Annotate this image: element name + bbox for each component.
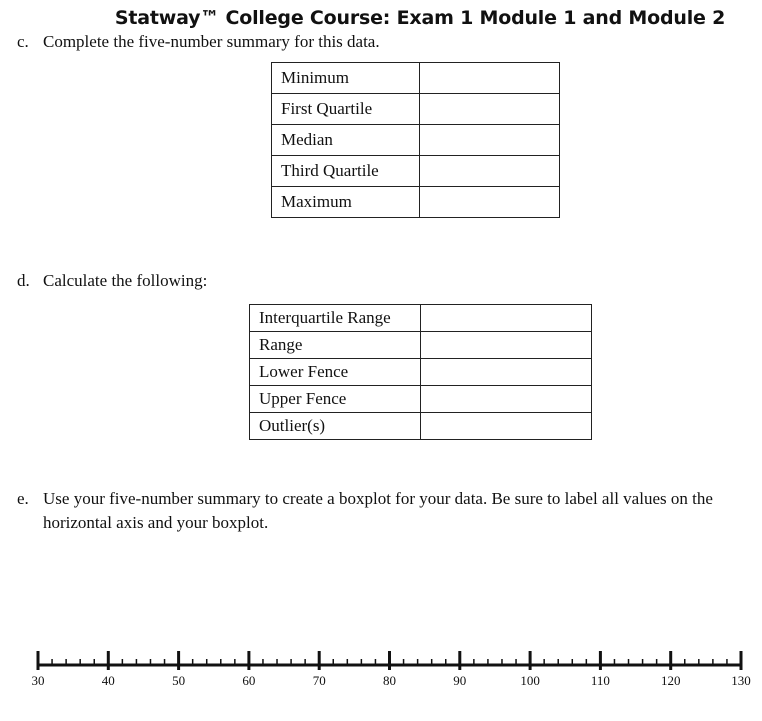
- answer-cell-minimum[interactable]: [420, 63, 560, 94]
- calculations-table: [249, 304, 592, 440]
- table-row: [272, 156, 560, 187]
- row-label-median: Median: [272, 125, 420, 156]
- page-title: Statway™ College Course: Exam 1 Module 1 and Module 2: [114, 7, 726, 29]
- tick-label: 60: [242, 673, 256, 688]
- tick-label: 70: [312, 673, 326, 688]
- row-label-lower-fence: Lower Fence: [250, 359, 421, 386]
- table-row: [250, 359, 592, 386]
- row-label-maximum: Maximum: [272, 187, 420, 218]
- row-label-upper-fence: Upper Fence: [250, 386, 421, 413]
- answer-cell-median[interactable]: [420, 125, 560, 156]
- table-row: [250, 386, 592, 413]
- table-row: [250, 305, 592, 332]
- row-label-range: Range: [250, 332, 421, 359]
- answer-cell-third-quartile[interactable]: [420, 156, 560, 187]
- answer-cell-outliers[interactable]: [421, 413, 592, 440]
- tick-label: 40: [101, 673, 115, 688]
- table-row: [272, 94, 560, 125]
- answer-cell-first-quartile[interactable]: [420, 94, 560, 125]
- row-label-interquartile-range: Interquartile Range: [250, 305, 421, 332]
- tick-label: 130: [731, 673, 751, 688]
- answer-cell-maximum[interactable]: [420, 187, 560, 218]
- row-label-first-quartile: First Quartile: [272, 94, 420, 125]
- tick-label: 100: [520, 673, 540, 688]
- boxplot-axis: [0, 640, 762, 710]
- question-e-letter: e.: [17, 489, 29, 508]
- table-row: [272, 125, 560, 156]
- question-e-prompt: Use your five-number summary to create a boxplot for your data. Be sure to label all values on the horizontal axis and your boxplot.: [43, 489, 713, 532]
- answer-cell-lower-fence[interactable]: [421, 359, 592, 386]
- answer-cell-range[interactable]: [421, 332, 592, 359]
- tick-label: 120: [660, 673, 681, 688]
- tick-label: 30: [31, 673, 45, 688]
- table-row: [250, 413, 592, 440]
- tick-label: 90: [453, 673, 467, 688]
- tick-label: 50: [172, 673, 186, 688]
- row-label-minimum: Minimum: [272, 63, 420, 94]
- tick-label: 110: [590, 673, 610, 688]
- question-c-letter: c.: [17, 32, 29, 51]
- answer-cell-interquartile-range[interactable]: [421, 305, 592, 332]
- table-row: [272, 187, 560, 218]
- table-row: [250, 332, 592, 359]
- question-d-prompt: Calculate the following:: [43, 271, 208, 290]
- number-line[interactable]: [0, 640, 762, 710]
- table-row: [272, 63, 560, 94]
- row-label-outliers: Outlier(s): [250, 413, 421, 440]
- five-number-summary-table: [271, 62, 560, 218]
- answer-cell-upper-fence[interactable]: [421, 386, 592, 413]
- tick-label: 80: [383, 673, 396, 688]
- question-c-prompt: Complete the five-number summary for this data.: [43, 32, 380, 51]
- question-d-letter: d.: [17, 271, 30, 290]
- row-label-third-quartile: Third Quartile: [272, 156, 420, 187]
